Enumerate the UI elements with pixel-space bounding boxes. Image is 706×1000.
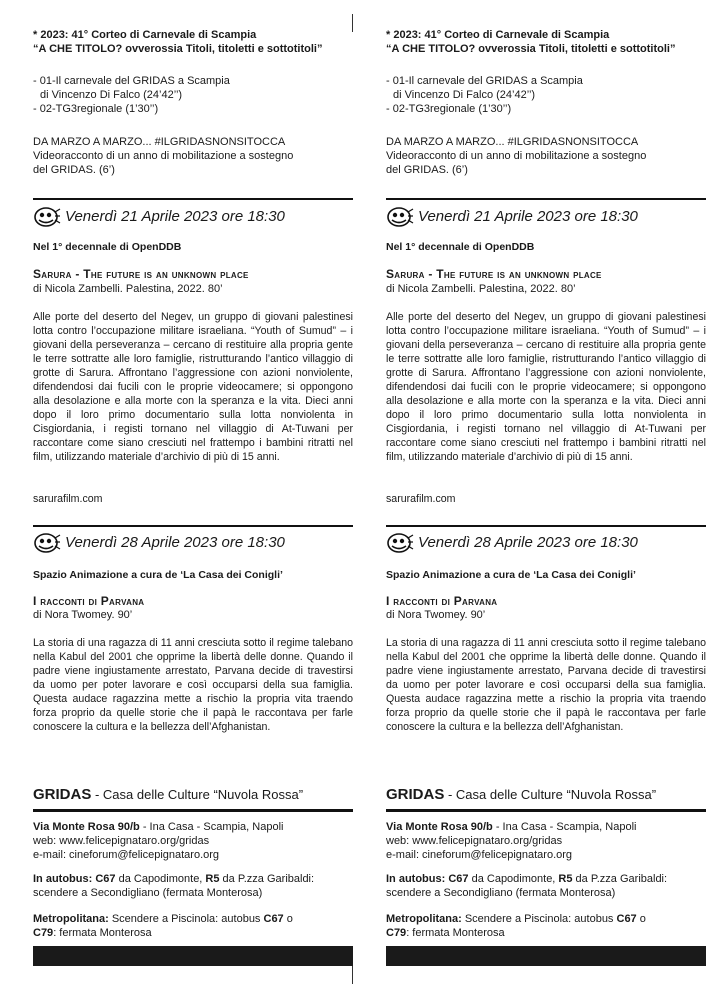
- footer-web: web: www.felicepignataro.org/gridas: [386, 835, 563, 847]
- film-website: sarurafilm.com: [386, 493, 456, 505]
- footer-metro: Metropolitana: Scendere a Piscinola: autobus C67 o C79: fermata Monterosa: [386, 913, 646, 939]
- footer-title: GRIDAS - Casa delle Culture “Nuvola Rossa”: [33, 786, 304, 803]
- film-meta: di Nora Twomey. 90’: [33, 609, 133, 621]
- footer-email: e-mail: cineforum@felicepignataro.org: [33, 849, 220, 861]
- intro-list: - 01-Il carnevale del GRIDAS a Scampia di Vincenzo Di Falco (24’42’’) - 02-TG3regionale (1’30’’): [386, 75, 583, 115]
- footer-rule: [386, 809, 706, 812]
- film-title: I racconti di Parvana: [386, 594, 498, 608]
- footer-black-bar: [386, 946, 706, 966]
- gridas-logo-icon: [386, 206, 414, 228]
- event-date-header: [386, 532, 706, 554]
- section-rule: [386, 525, 706, 527]
- event-label: Nel 1° decennale di OpenDDB: [386, 241, 535, 253]
- film-title: Sarura - The future is an unknown place: [33, 267, 249, 281]
- footer-title: GRIDAS - Casa delle Culture “Nuvola Rossa”: [386, 786, 657, 803]
- footer-bus: In autobus: C67 da Capodimonte, R5 da P.zza Garibaldi: scendere a Secondigliano (fermata Monterosa): [386, 873, 668, 899]
- section-rule: [33, 525, 353, 527]
- intro-story: DA MARZO A MARZO... #ILGRIDASNONSITOCCA Videoracconto di un anno di mobilitazione a sostegno del GRIDAS. (6’): [33, 136, 294, 176]
- intro-title: * 2023: 41° Corteo di Carnevale di Scampia “A CHE TITOLO? ovverossia Titoli, titoletti e sottotitoli”: [33, 29, 323, 55]
- film-synopsis: Alle porte del deserto del Negev, un gruppo di giovani palestinesi lotta contro l’occupazione militare israeliana. “Youth of Sumud” – i giovani della perseveranza – cercano di restituire alla propria gente le terre sottratte alle loro famiglie, ristrutturando l’antico villaggio di grotte di Sarura. Affrontano l’aggressione con azioni nonviolente, difendendosi dai fucili con le proprie videocamere; si oppongono alla desolazione e alla morte con la speranza e la vita. Dieci anni dopo il loro primo documentario sulla lotta nonviolenta in Cisgiordania, i registi tornano nel villaggio di At-Tuwani per raccontare come siano cresciuti nel frattempo i bambini ritratti nel film, utilizzando materiale d’archivio di più di 15 anni.: [33, 311, 353, 463]
- gridas-logo-icon: [386, 532, 414, 554]
- film-website: sarurafilm.com: [33, 493, 103, 505]
- event-label: Spazio Animazione a cura de ‘La Casa dei Conigli’: [33, 569, 283, 581]
- footer-address: Via Monte Rosa 90/b - Ina Casa - Scampia, Napoli: [33, 821, 284, 833]
- footer-email: e-mail: cineforum@felicepignataro.org: [386, 849, 573, 861]
- footer-black-bar: [33, 946, 353, 966]
- event-date-header: [33, 532, 353, 554]
- film-synopsis: La storia di una ragazza di 11 anni cresciuta sotto il regime talebano nella Kabul del 2001 che opprime la libertà delle donne. Quando il padre viene ingiustamente arrestato, Parvana decide di travestirsi da uomo per poter lavorare e così occuparsi della sua famiglia. Questa audace ragazzina mette a rischio la propria vita traendo forza proprio da quelle storie che il papà le raccontava per farle conoscere la cultura e la bellezza dell’Afghanistan.: [33, 637, 353, 733]
- footer-rule: [33, 809, 353, 812]
- film-title: I racconti di Parvana: [33, 594, 145, 608]
- flyer-right: [386, 0, 706, 1000]
- film-meta: di Nicola Zambelli. Palestina, 2022. 80’: [33, 283, 223, 295]
- event-date-header: [33, 206, 353, 228]
- event-date-header: [386, 206, 706, 228]
- footer-address: Via Monte Rosa 90/b - Ina Casa - Scampia, Napoli: [386, 821, 637, 833]
- footer-bus: In autobus: C67 da Capodimonte, R5 da P.zza Garibaldi: scendere a Secondigliano (fermata Monterosa): [33, 873, 315, 899]
- event-date: Venerdì 28 Aprile 2023 ore 18:30: [65, 534, 285, 551]
- intro-title: * 2023: 41° Corteo di Carnevale di Scampia “A CHE TITOLO? ovverossia Titoli, titoletti e sottotitoli”: [386, 29, 676, 55]
- intro-story: DA MARZO A MARZO... #ILGRIDASNONSITOCCA Videoracconto di un anno di mobilitazione a sostegno del GRIDAS. (6’): [386, 136, 647, 176]
- film-meta: di Nicola Zambelli. Palestina, 2022. 80’: [386, 283, 576, 295]
- event-label: Spazio Animazione a cura de ‘La Casa dei Conigli’: [386, 569, 636, 581]
- section-rule: [386, 198, 706, 200]
- section-rule: [33, 198, 353, 200]
- footer-web: web: www.felicepignataro.org/gridas: [33, 835, 210, 847]
- film-synopsis: La storia di una ragazza di 11 anni cresciuta sotto il regime talebano nella Kabul del 2001 che opprime la libertà delle donne. Quando il padre viene ingiustamente arrestato, Parvana decide di travestirsi da uomo per poter lavorare e così occuparsi della sua famiglia. Questa audace ragazzina mette a rischio la propria vita traendo forza proprio da quelle storie che il papà le raccontava per farle conoscere la cultura e la bellezza dell’Afghanistan.: [386, 637, 706, 733]
- footer-metro: Metropolitana: Scendere a Piscinola: autobus C67 o C79: fermata Monterosa: [33, 913, 293, 939]
- film-meta: di Nora Twomey. 90’: [386, 609, 486, 621]
- event-date: Venerdì 21 Aprile 2023 ore 18:30: [418, 208, 638, 225]
- gridas-logo-icon: [33, 532, 61, 554]
- flyer-left: [33, 0, 353, 1000]
- event-date: Venerdì 21 Aprile 2023 ore 18:30: [65, 208, 285, 225]
- event-label: Nel 1° decennale di OpenDDB: [33, 241, 182, 253]
- gridas-logo-icon: [33, 206, 61, 228]
- film-title: Sarura - The future is an unknown place: [386, 267, 602, 281]
- intro-list: - 01-Il carnevale del GRIDAS a Scampia di Vincenzo Di Falco (24’42’’) - 02-TG3regionale (1’30’’): [33, 75, 230, 115]
- event-date: Venerdì 28 Aprile 2023 ore 18:30: [418, 534, 638, 551]
- film-synopsis: Alle porte del deserto del Negev, un gruppo di giovani palestinesi lotta contro l’occupazione militare israeliana. “Youth of Sumud” – i giovani della perseveranza – cercano di restituire alla propria gente le terre sottratte alle loro famiglie, ristrutturando l’antico villaggio di grotte di Sarura. Affrontano l’aggressione con azioni nonviolente, difendendosi dai fucili con le proprie videocamere; si oppongono alla desolazione e alla morte con la speranza e la vita. Dieci anni dopo il loro primo documentario sulla lotta nonviolenta in Cisgiordania, i registi tornano nel villaggio di At-Tuwani per raccontare come siano cresciuti nel frattempo i bambini ritratti nel film, utilizzando materiale d’archivio di più di 15 anni.: [386, 311, 706, 463]
